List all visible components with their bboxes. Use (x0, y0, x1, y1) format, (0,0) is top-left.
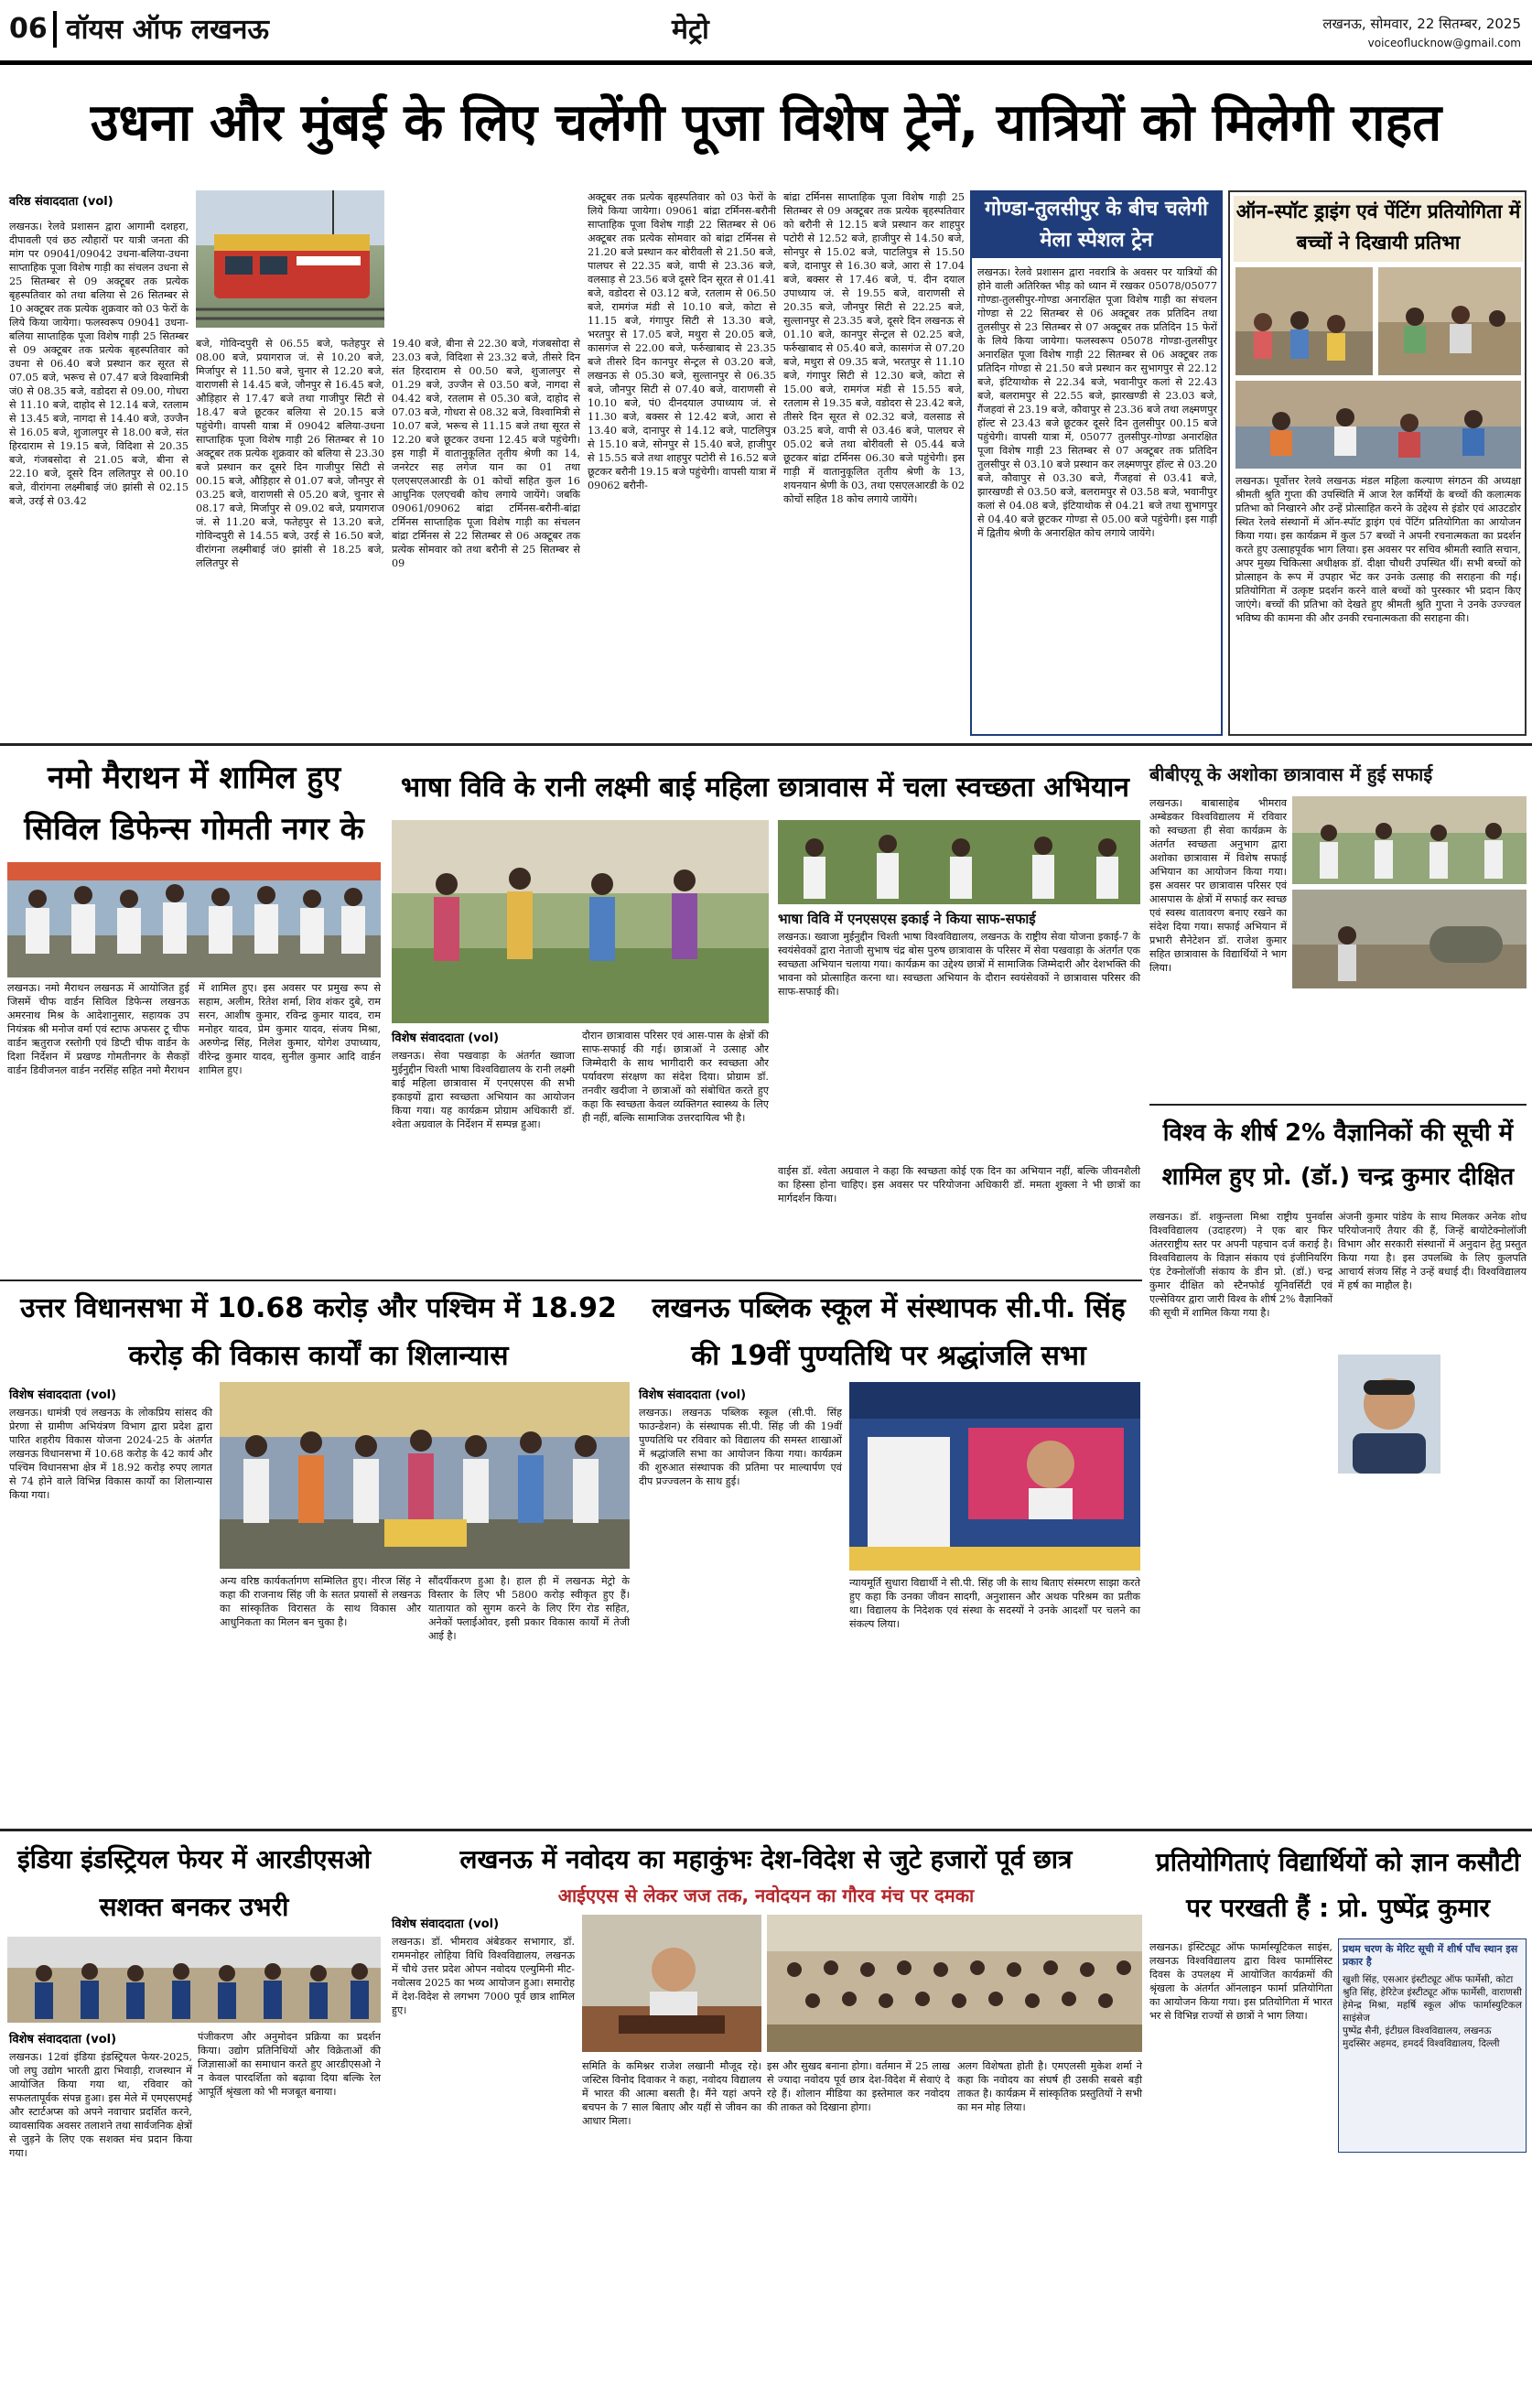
merit-item: खुशी सिंह, एसआर इंस्टीट्यूट ऑफ फार्मेसी, कोटा (1343, 1973, 1514, 1985)
bbau-body: लखनऊ। बाबासाहेब भीमराव अम्बेडकर विश्वविद्यालय में रविवार को स्वच्छता ही सेवा कार्यक्रम के अंतर्गत स्वच्छता अनुभाग द्वारा अशोका छात्रावास में विशेष सफाई अभियान का आयोजन किया गया। इस अवसर पर छात्रावास परिसर एवं आसपास के क्षेत्रों में सफाई कर स्वच्छ एवं स्वस्थ वातावरण बनाए रखने का संदेश दिया गया। सफाई अभियान में प्रभारी सैनेटेशन डॉ. राजेश कुमार सहित छात्रावास के विद्यार्थियों ने भाग लिया। (1149, 797, 1287, 974)
school-body-1: लखनऊ। लखनऊ पब्लिक स्कूल (सी.पी. सिंह फाउन्डेशन) के संस्थापक सी.पी. सिंह जी की 19वीं पुण्यतिथि पर रविवार को विद्यालय की समस्त शाखाओं में श्रद्धांजलि सभा का आयोजन किया गया। कार्यक्रम की शुरुआत संस्थापक की प्रतिमा पर माल्यार्पण एवं दीप प्रज्ज्वलन के साथ हुई। (639, 1407, 842, 1487)
fair-body-2: पंजीकरण और अनुमोदन प्रक्रिया का प्रदर्शन किया। उद्योग प्रतिनिधियों और विक्रेताओं की जिज्ञासाओं का समाधान करते हुए आरडीएसओ ने न केवल पारदर्शिता को बढ़ावा दिया बल्कि रेल आपूर्ति श्रृंखला को भी मजबूत बनाया। (198, 2031, 381, 2098)
train-photo (196, 190, 384, 328)
navodaya-byline: विशेष संवाददाता (vol) (392, 1917, 500, 1931)
date: लखनऊ, सोमवार, 22 सितम्बर, 2025 (1322, 16, 1521, 32)
merit-box-title: प्रथम चरण के मेरिट सूची में शीर्ष पाँच स्थान इस प्रकार है (1343, 1943, 1518, 1969)
gonda-box (970, 190, 1223, 736)
fair-headline: इंडिया इंडस्ट्रियल फेयर में आरडीएसओ सशक्त बनकर उभरी (16, 1844, 372, 1922)
drawing-photo-1 (1235, 267, 1373, 375)
section-name: मेट्रो (672, 14, 709, 46)
navodaya-body-2: समिति के कमिश्नर राजेश लखानी मौजूद रहे। जस्टिस विनोद दिवाकर ने कहा, नवोदय विद्यालय में भारत की आत्मा बसती है। मैंने यहां अपने बचपन के 7 साल बिताए और यहीं से जीवन का आधार मिला। (582, 2060, 761, 2127)
drawing-headline: ऑन-स्पॉट ड्राइंग एवं पेंटिंग प्रतियोगिता में बच्चों ने दिखायी प्रतिभा (1234, 196, 1523, 262)
vidhansabha-body-1: लखनऊ। धामंत्री एवं लखनऊ के लोकप्रिय सांसद की प्रेरणा से ग्रामीण अभियंत्रण विभाग द्वारा प्रदेश द्वारा पारित शहरीय विकास योजना 2024-25 के अंतर्गत लखनऊ विधानसभा में 10.68 करोड़ के 42 कार्य और पश्चिम विधानसभा क्षेत्र में 18.92 करोड़ रुपए लागत से 74 होने वाले विभिन्न विकास कार्यों का शिलान्यास किया गया। (9, 1407, 212, 1501)
main-col-2: बजे, गोविन्दपुरी से 06.55 बजे, फतेहपुर से 08.00 बजे, प्रयागराज जं. से 10.20 बजे, मिर्जापुर से 11.50 बजे, चुनार से 12.20 बजे, वाराणसी से 14.45 बजे, जौनपुर से 16.45 बजे, औड़िहार से 17.47 बजे तथा गाजीपुर सिटी से 18.47 बजे छूटकर बलिया से 20.15 बजे पहुंचेगी। वापसी यात्रा में 09042 बलिया-उधना साप्ताहिक पूजा विशेष गाड़ी 26 सितम्बर से 10 अक्टूबर तक प्रत्येक शुक्रवार को बलिया से 23.30 बजे प्रस्थान कर दूसरे दिन गाजीपुर सिटी से 00.15 बजे, औड़िहार से 01.07 बजे, जौनपुर से 03.25 बजे, वाराणसी से 05.20 बजे, चुनार से 08.17 बजे, मिर्जापुर से 09.02 बजे, प्रयागराज जं. से 11.20 बजे, फतेहपुर से 13.20 बजे, गोविन्दपुरी से 14.55 बजे, उरई से 16.50 बजे, वीरांगना लक्ष्मीबाई जं0 झांसी से 18.25 बजे, ललितपुर से (196, 338, 384, 569)
masthead-divider (53, 11, 57, 48)
navodaya-photo-1 (582, 1915, 761, 2052)
swachhta-body-4: वाईस डॉ. श्वेता अग्रवाल ने कहा कि स्वच्छता कोई एक दिन का अभियान नहीं, बल्कि जीवनशैली का हिस्सा होना चाहिए। इस अवसर पर परियोजना अधिकारी डॉ. ममता शुक्ला ने भी छात्रों का मार्गदर्शन किया। (778, 1165, 1140, 1204)
masthead-rule (0, 60, 1532, 65)
swachhta-headline: भाषा विवि के रानी लक्ष्मी बाई महिला छात्रावास में चला स्वच्छता अभियान (401, 772, 1129, 804)
merit-item: मुदस्सिर अहमद, हमदर्द विश्वविद्यालय, दिल्ली (1343, 2037, 1500, 2049)
school-photo (849, 1382, 1140, 1571)
namo-headline: नमो मैराथन में शामिल हुए सिविल डिफेन्स गोमती नगर के (24, 760, 364, 848)
drawing-photo-2 (1378, 267, 1521, 375)
page-number: 06 (9, 13, 48, 45)
swachhta-byline: विशेष संवाददाता (vol) (392, 1031, 500, 1045)
scientist-photo (1338, 1355, 1440, 1474)
drawing-photo-3 (1235, 381, 1521, 469)
fair-byline: विशेष संवाददाता (vol) (9, 2033, 117, 2046)
swachhta-body-3: लखनऊ। ख्वाजा मुईनुद्दीन चिश्ती भाषा विश्वविद्यालय, लखनऊ के राष्ट्रीय सेवा योजना इकाई-7 के स्वयंसेवकों द्वारा नेताजी सुभाष चंद्र बोस पुरुष छात्रावास के परिसर में सेवा पखवाड़ा के अंतर्गत एक स्वच्छता अभियान चलाया गया। कार्यक्रम का उद्देश्य छात्रों में सामाजिक जिम्मेदारी और देशभक्ति की भावना को प्रोत्साहित करना था। स्वच्छता अभियान के दौरान स्वयंसेवकों ने छात्रावास परिसर की साफ-सफाई की। (778, 931, 1140, 998)
scientist-body-2: अंजनी कुमार पांडेय के साथ मिलकर अनेक शोध परियोजनाएँ तैयार की हैं, जिन्हें बायोटेक्नोलॉजी विभाग और सरकारी संस्थानों में अनुदान हेतु प्रस्तुत किया गया है। इस उपलब्धि के लिए कुलपति आचार्य संजय सिंह ने उन्हें बधाई दी। विश्वविद्यालय में हर्ष का माहौल है। (1338, 1211, 1527, 1291)
bbau-photo-1 (1292, 796, 1527, 884)
scientist-body-1: लखनऊ। डॉ. शकुन्तला मिश्रा राष्ट्रीय पुनर्वास विश्वविद्यालय (उदाहरण) ने एक बार फिर अंतरराष्ट्रीय स्तर पर अपनी पहचान दर्ज कराई है। विश्वविद्यालय के विज्ञान संकाय एवं इंजीनियरिंग एंड टेक्नोलॉजी संकाय के डीन प्रो. (डॉ.) चन्द्र कुमार दीक्षित को स्टैनफोर्ड यूनिवर्सिटी एवं एल्सेवियर द्वारा जारी विश्व के शीर्ष 2% वैज्ञानिकों की सूची में शामिल किया गया है। (1149, 1211, 1332, 1319)
main-col-3: 19.40 बजे, बीना से 22.30 बजे, गंजबसोदा से 23.03 बजे, विदिशा से 23.32 बजे, तीसरे दिन संत हिरदाराम से 00.50 बजे, शुजालपुर से 01.29 बजे, उज्जैन से 03.50 बजे, नागदा से 04.42 बजे, रतलाम से 05.30 बजे, दाहोद से 07.03 बजे, गोधरा से 08.32 बजे, विश्वामित्री से 10.07 बजे, भरूच से 11.15 बजे तथा सूरत से 12.20 बजे छूटकर उधना 12.45 बजे पहुंचेगी। इस गाड़ी में वातानुकूलित तृतीय श्रेणी का 14, जनरेटर सह लगेज यान का 01 तथा एलएसएलआरडी के 01 कोचों सहित कुल 16 आधुनिक एलएचबी कोच लगाये जायेंगे। जबकि 09061/09062 बांद्रा टर्मिनस-बरौनी-बांद्रा टर्मिनस साप्ताहिक पूजा विशेष गाड़ी का संचलन बांद्रा टर्मिनस से 22 सितम्बर से 06 अक्टूबर तक प्रत्येक सोमवार को तथा बरौनी से 25 सितम्बर से 09 (392, 338, 580, 569)
fair-photo (7, 1937, 381, 2023)
swachhta-photo-1 (392, 820, 769, 1023)
rule-2 (0, 1280, 1142, 1281)
swachhta-sub: भाषा विवि में एनएसएस इकाई ने किया साफ-सफाई (778, 911, 1036, 927)
vidhansabha-byline: विशेष संवाददाता (vol) (9, 1388, 117, 1402)
vidhansabha-body-2: अन्य वरिष्ठ कार्यकर्तागण सम्मिलित हुए। नीरज सिंह ने कहा की राजनाथ सिंह जी के सतत प्रयासों से लखनऊ का सांस्कृतिक विरासत के साथ विकास और आधुनिकता का मिलन बन चुका है। (220, 1575, 421, 1628)
main-byline: वरिष्ठ संवाददाता (vol) (9, 195, 113, 209)
vidhansabha-body-3: सौंदर्यीकरण हुआ है। हाल ही में लखनऊ मेट्रो के विस्तार के लिए भी 5800 करोड़ स्वीकृत हुए हैं। यातायात को सुगम करने के लिए रिंग रोड सहित, अनेकों फ्लाईओवर, इसी प्रकार विकास कार्यों में तेजी आई है। (428, 1575, 630, 1642)
main-headline: उधना और मुंबई के लिए चलेंगी पूजा विशेष ट्रेनें, यात्रियों को मिलेगी राहत (90, 93, 1442, 153)
email: voiceoflucknow@gmail.com (1367, 37, 1521, 49)
bbau-body-2 (1149, 994, 1527, 1104)
bbau-photo-2 (1292, 890, 1527, 988)
drawing-body: लखनऊ। पूर्वोत्तर रेलवे लखनऊ मंडल महिला कल्याण संगठन की अध्यक्षा श्रीमती श्रुति गुप्ता की उपस्थिति में आज रेल कर्मियों के बच्चों की कलात्मक प्रतिभा को निखारने और उन्हें प्रोत्साहित करने के उद्देश्य से इंडोर एवं आउटडोर स्थित रेलवे संस्थानों में ऑन-स्पॉट ड्राइंग एवं पेंटिंग प्रतियोगिता का आयोजन किया गया। इस कार्यक्रम में कुल 57 बच्चों ने अपनी रचनात्मकता का प्रदर्शन करते हुए उत्साहपूर्वक भाग लिया। इस अवसर पर सचिव श्रीमती स्वाति सचान, अपर मुख्य चिकित्सा अधीक्षक डॉ. दीक्षा चौधरी उपस्थित थीं। सभी बच्चों को प्रोत्साहन के रूप में उपहार भेंट कर उनके उत्साह की सराहना की गई। प्रतियोगिता में उत्कृष्ट प्रदर्शन करने वाले बच्चों को पुरस्कार भी प्रदान किए जाएंगे। बच्चों की प्रतिभा को देखते हुए श्रीमती श्रुति गुप्ता ने उनके उज्ज्वल भविष्य की कामना की और उनकी रचनात्मकता की सराहना की। (1235, 475, 1521, 624)
bbau-headline: बीबीएयू के अशोका छात्रावास में हुई सफाई (1149, 763, 1433, 785)
merit-box (1338, 1938, 1527, 2153)
merit-item: हेमेन्द्र मिश्रा, महर्षि स्कूल ऑफ फार्मास्युटिकल साइंसेज (1343, 1999, 1522, 2024)
main-col-5: बांद्रा टर्मिनस साप्ताहिक पूजा विशेष गाड़ी 25 सितम्बर से 09 अक्टूबर तक प्रत्येक बृहस्पतिवार को बरौनी से 12.15 बजे प्रस्थान कर शाहपुर पटोरी से 12.52 बजे, हाजीपुर से 14.50 बजे, सोनपुर से 15.02 बजे, पाटलिपुत्र से 15.50 बजे, दानापुर से 16.30 बजे, आरा से 17.04 बजे, बक्सर से 17.46 बजे, पं. दीन दयाल उपाध्याय जं. से 19.55 बजे, वाराणसी से 20.35 बजे, जौनपुर सिटी से 22.25 बजे, सुल्तानपुर से 23.35 बजे, दूसरे दिन लखनऊ से 01.10 बजे, कानपुर सेन्ट्रल से 02.25 बजे, फर्रुखाबाद से 05.40 बजे, कासगंज से 07.20 बजे, मथुरा से 09.35 बजे, भरतपुर से 11.10 बजे, गंगापुर सिटी से 12.30 बजे, कोटा से 15.00 बजे, रामगंज मंडी से 15.55 बजे, रतलाम से 19.35 बजे, वडोदरा से 23.42 बजे, तीसरे दिन सूरत से 02.32 बजे, वलसाड से 03.25 बजे, वापी से 03.46 बजे, पालघर से 05.02 बजे तथा बोरीवली से 05.44 बजे छूटकर बांद्रा टर्मिनस 06.30 बजे पहुंचेगी। इस गाड़ी में वातानुकूलित तृतीय श्रेणी के 13, शयनयान श्रेणी के 03, तथा एसएलआरडी के 02 कोचों सहित 18 कोच लगाये जायेंगे। (783, 191, 965, 505)
navodaya-body-3: इस और सुखद बनाना होगा। वर्तमान में 25 लाख से ज्यादा नवोदय पूर्व छात्र देश-विदेश में सेवाएं दे रहे हैं। शोलान मीडिया का इस्तेमाल कर नवोदय की ताकत को दिखाना होगा। (767, 2060, 950, 2113)
navodaya-body-4: अलग विशेषता होती है। एमएलसी मुकेश शर्मा ने कहा कि नवोदय का संघर्ष ही उसकी सबसे बड़ी ताकत है। कार्यक्रम में सांस्कृतिक प्रस्तुतियों ने सभी का मन मोह लिया। (957, 2060, 1142, 2113)
quiz-body: लखनऊ। इंस्टिट्यूट ऑफ फार्मास्यूटिकल साइंस, लखनऊ विश्वविद्यालय द्वारा विश्व फार्मासिस्ट दिवस के उपलक्ष्य में आयोजित कार्यक्रमों की श्रृंखला के अंतर्गत ऑनलाइन फार्मा प्रतियोगिता का आयोजन किया गया। इस प्रतियोगिता में भारत भर से विभिन्न राज्यों से छात्रों ने भाग लिया। (1149, 1941, 1332, 2022)
quiz-headline: प्रतियोगिताएं विद्यार्थियों को ज्ञान कसौटी पर परखती हैं : प्रो. पुष्पेंद्र कुमार (1155, 1847, 1521, 1923)
navodaya-headline: लखनऊ में नवोदय का महाकुंभः देश-विदेश से जुटे हजारों पूर्व छात्र (459, 1844, 1073, 1874)
swachhta-body-1: लखनऊ। सेवा पखवाड़ा के अंतर्गत ख्वाजा मुईनुद्दीन चिश्ती भाषा विश्वविद्यालय के रानी लक्ष्मी बाई महिला छात्रावास में एनएसएस की सभी इकाइयों द्वारा स्वच्छता अभियान का आयोजन किया गया। यह कार्यक्रम प्रोग्राम अधिकारी डॉ. श्वेता अग्रवाल के निर्देशन में सम्पन्न हुआ। (392, 1050, 575, 1130)
gonda-headline: गोण्डा-तुलसीपुर के बीच चलेगी मेला स्पेशल ट्रेन (972, 192, 1221, 258)
main-col-4: अक्टूबर तक प्रत्येक बृहस्पतिवार को 03 फेरों के लिये किया जायेगा। 09061 बांद्रा टर्मिनस-बरौनी साप्ताहिक पूजा विशेष गाड़ी 22 सितम्बर से 06 अक्टूबर तक प्रत्येक सोमवार को बांद्रा टर्मिनस से 21.20 बजे प्रस्थान कर बोरीवली से 21.50 बजे, पालघर से 22.35 बजे, वापी से 23.36 बजे, वलसाड़ से 23.56 बजे दूसरे दिन सूरत से 01.41 बजे, वडोदरा से 03.12 बजे, रतलाम से 06.50 बजे, रामगंज मंडी से 10.10 बजे, कोटा से 11.15 बजे, गंगापुर सिटी से 13.30 बजे, भरतपुर से 17.05 बजे, मथुरा से 20.05 बजे, कासगंज से 22.00 बजे, फर्रुखाबाद से 23.35 बजे तीसरे दिन कानपुर सेन्ट्रल से 03.20 बजे, लखनऊ से 05.30 बजे, सुल्तानपुर से 06.35 बजे, जौनपुर सिटी से 07.40 बजे, वाराणसी से 10.10 बजे, पं0 दीनदयाल उपाध्याय जं. से 11.30 बजे, बक्सर से 12.42 बजे, आरा से 13.40 बजे, दानापुर से 14.12 बजे, पाटलिपुत्र से 15.10 बजे, सोनपुर से 15.40 बजे, हाजीपुर से 15.55 बजे तथा शाहपुर पटोरी से 16.52 बजे छूटकर बरौनी 19.15 बजे पहुंचेगी। वापसी यात्रा में 09062 बरौनी- (588, 191, 776, 491)
swachhta-photo-2 (778, 820, 1140, 904)
drawing-box (1228, 190, 1527, 736)
school-headline: लखनऊ पब्लिक स्कूल में संस्थापक सी.पी. सिंह की 19वीं पुण्यतिथि पर श्रद्धांजलि सभा (652, 1292, 1126, 1372)
main-col-1: लखनऊ। रेलवे प्रशासन द्वारा आगामी दशहरा, दीपावली एवं छठ त्यौहारों पर यात्री जनता की मांग पर 09041/09042 उधना-बलिया-उधना साप्ताहिक पूजा विशेष गाड़ी का संचलन उधना से 25 सितम्बर से 09 अक्टूबर तक प्रत्येक बृहस्पतिवार को तथा बलिया से 26 सितम्बर से 10 अक्टूबर तक प्रत्येक शुक्रवार को 03 फेरों के लिये किया जायेगा। फलस्वरूप 09041 उधना-बलिया साप्ताहिक पूजा विशेष गाड़ी 25 सितम्बर से 09 अक्टूबर तक प्रत्येक बृहस्पतिवार को उधना से 06.40 बजे प्रस्थान कर सूरत से 07.05 बजे, भरूच से 07.47 बजे विश्वामित्री जं0 से 08.35 बजे, वडोदरा से 09.00, गोधरा से 11.10 बजे, दाहोद से 12.14 बजे, रतलाम से 13.45 बजे, नागदा से 14.40 बजे, उज्जैन से 16.05 बजे, शुजालपुर से 18.00 बजे, संत हिरदाराम से 19.15 बजे, विदिशा से 20.35 बजे, गंजबसोदा से 21.05 बजे, बीना से 22.10 बजे, दूसरे दिन ललितपुर से 00.10 बजे, वीरांगना लक्ष्मीबाई जं0 झांसी से 02.15 बजे, उरई से 03.42 (9, 221, 189, 507)
navodaya-sub: आईएएस से लेकर जज तक, नवोदयन का गौरव मंच पर दमका (557, 1884, 975, 1906)
school-body-2: न्यायमूर्ति सुधारा विद्यार्थी ने सी.पी. सिंह जी के साथ बिताए संस्मरण साझा करते हुए कहा कि उनका जीवन सादगी, अनुशासन और अथक परिश्रम का प्रतीक था। विद्यालय के निदेशक एवं संस्था के सदस्यों ने उनके आदर्शों पर चलने का संकल्प लिया। (849, 1577, 1140, 1630)
rule-scientist (1149, 1104, 1527, 1106)
namo-photo (7, 862, 381, 977)
masthead (0, 0, 1532, 60)
school-byline: विशेष संवाददाता (vol) (639, 1388, 747, 1402)
vidhansabha-photo (220, 1382, 630, 1569)
fair-body: लखनऊ। 12वां इंडिया इंडस्ट्रियल फेयर-2025, जो लघु उद्योग भारती द्वारा भिवाड़ी, राजस्थान में आयोजित किया गया था, रविवार को सफलतापूर्वक संपन्न हुआ। इस मेले में एमएसएमई और स्टार्टअप्स को अपने नवाचार प्रदर्शित करने, व्यावसायिक अवसर तलाशने तथा सार्वजनिक क्षेत्रों से जुड़ने के लिए एक सशक्त मंच प्रदान किया गया। (9, 2051, 192, 2159)
gonda-body: लखनऊ। रेलवे प्रशासन द्वारा नवरात्रि के अवसर पर यात्रियों की होने वाली अतिरिक्त भीड़ को ध्यान में रखकर 05078/05077 गोण्डा-तुलसीपुर-गोण्डा अनारक्षित पूजा विशेष गाड़ी का संचलन गोण्डा से 22 सितम्बर से 06 अक्टूबर तक प्रतिदिन तथा तुलसीपुर से 23 सितम्बर से 07 अक्टूबर तक प्रतिदिन 15 फेरों के लिये किया जायेगा। फलस्वरूप 05078 गोण्डा-तुलसीपुर अनारक्षित पूजा विशेष गाड़ी 22 सितम्बर से 06 अक्टूबर तक प्रतिदिन गोण्डा से 21.50 बजे प्रस्थान कर सुभागपुर से 22.12 बजे, इंटियाथोक से 22.34 बजे, भवानीपुर कलां से 22.43 बजे, बलरामपुर से 22.55 बजे, झारखण्डी से 23.03 बजे, गैंजहवां से 23.19 बजे, कौवापुर से 23.36 बजे तथा लक्ष्मणपुर हॉल्ट से 23.43 बजे छूटकर दूसरे दिन तुलसीपुर 00.15 बजे पहुंचेगी। वापसी यात्रा में, 05077 तुलसीपुर-गोण्डा अनारक्षित पूजा विशेष गाड़ी 23 सितम्बर से 07 अक्टूबर तक प्रतिदिन तुलसीपुर से 03.10 बजे प्रस्थान कर लक्ष्मणपुर हॉल्ट से 03.20 बजे, कौवापुर से 03.30 बजे, गैंजहवां से 03.41 बजे, झारखण्डी से 03.50 बजे, बलरामपुर से 03.58 बजे, भवानीपुर कलां से 04.08 बजे, इंटियाथोक से 04.21 बजे तथा सुभागपुर से 04.40 बजे छूटकर गोण्डा से 05.00 बजे पहुंचेगी। इस गाड़ी में द्वितीय श्रेणी के अनारक्षित कोच लगाये जायेंगे। (977, 266, 1217, 539)
namo-body: लखनऊ। नमो मैराथन लखनऊ में आयोजित हुई जिसमें चीफ वार्डन सिविल डिफेन्स लखनऊ अमरनाथ मिश्र के आदेशानुसार, सहायक उप नियंत्रक श्री मनोज वर्मा एवं स्टाफ अफसर टू चीफ वार्डन ऋतुराज रस्तोगी एवं डिप्टी चीफ वार्डन के दिशा निर्देशन में प्रखण्ड गोमतीनगर के सैकड़ों वार्डन डिवीजनल वार्डन नरसिंह सहित नमो मैराथन में शामिल हुए। इस अवसर पर प्रमुख रूप से सहाम, अलीम, रितेश शर्मा, शिव शंकर दुबे, राम सरन, आशीष कुमार, रविन्द्र कुमार यादव, राम मनोहर यादव, प्रेम कुमार यादव, संजय मिश्रा, अरुणेन्द्र सिंह, निलेश कुमार, योगेश उपाध्याय, वीरेन्द्र कुमार यादव, सुनील कुमार आदि वार्डन शामिल हुए। (7, 982, 381, 1076)
vidhansabha-headline: उत्तर विधानसभा में 10.68 करोड़ और पश्चिम में 18.92 करोड़ की विकास कार्यों का शिलान्यास (20, 1292, 617, 1372)
scientist-headline: विश्व के शीर्ष 2% वैज्ञानिकों की सूची में शामिल हुए प्रो. (डॉ.) चन्द्र कुमार दीक्षित (1161, 1119, 1515, 1191)
merit-item: पुष्पेंद्र सैनी, इंटीग्रल विश्वविद्यालय, लखनऊ (1343, 2025, 1492, 2036)
swachhta-body-2: दौरान छात्रावास परिसर एवं आस-पास के क्षेत्रों की साफ-सफाई की गई। छात्राओं ने उत्साह और जिम्मेदारी के साथ भागीदारी कर स्वच्छता और पर्यावरण संरक्षण का संदेश दिया। प्रोग्राम डॉ. तनवीर खदीजा ने छात्राओं को संबोधित करते हुए कहा कि स्वच्छता केवल व्यक्तिगत स्वास्थ्य के लिए ही नहीं, बल्कि सामाजिक उत्तरदायित्व भी है। (582, 1030, 769, 1124)
rule-1 (0, 743, 1532, 746)
rule-3 (0, 1829, 1532, 1831)
paper-name: वॉयस ऑफ लखनऊ (66, 14, 269, 46)
navodaya-photo-2 (767, 1915, 1142, 2052)
merit-item: श्रुति सिंह, हेरिटेज इंस्टीट्यूट ऑफ फार्मेसी, वाराणसी (1343, 1986, 1522, 1998)
navodaya-body-1: लखनऊ। डॉ. भीमराव अंबेडकर सभागार, डॉ. राममनोहर लोहिया विधि विश्वविद्यालय, लखनऊ में चौथे उत्तर प्रदेश ओपन नवोदय एल्युमिनी मीट-नवोत्सव 2025 का भव्य आयोजन हुआ। समारोह में देश-विदेश से लगभग 7000 पूर्व छात्र शामिल हुए। (392, 1936, 575, 2016)
